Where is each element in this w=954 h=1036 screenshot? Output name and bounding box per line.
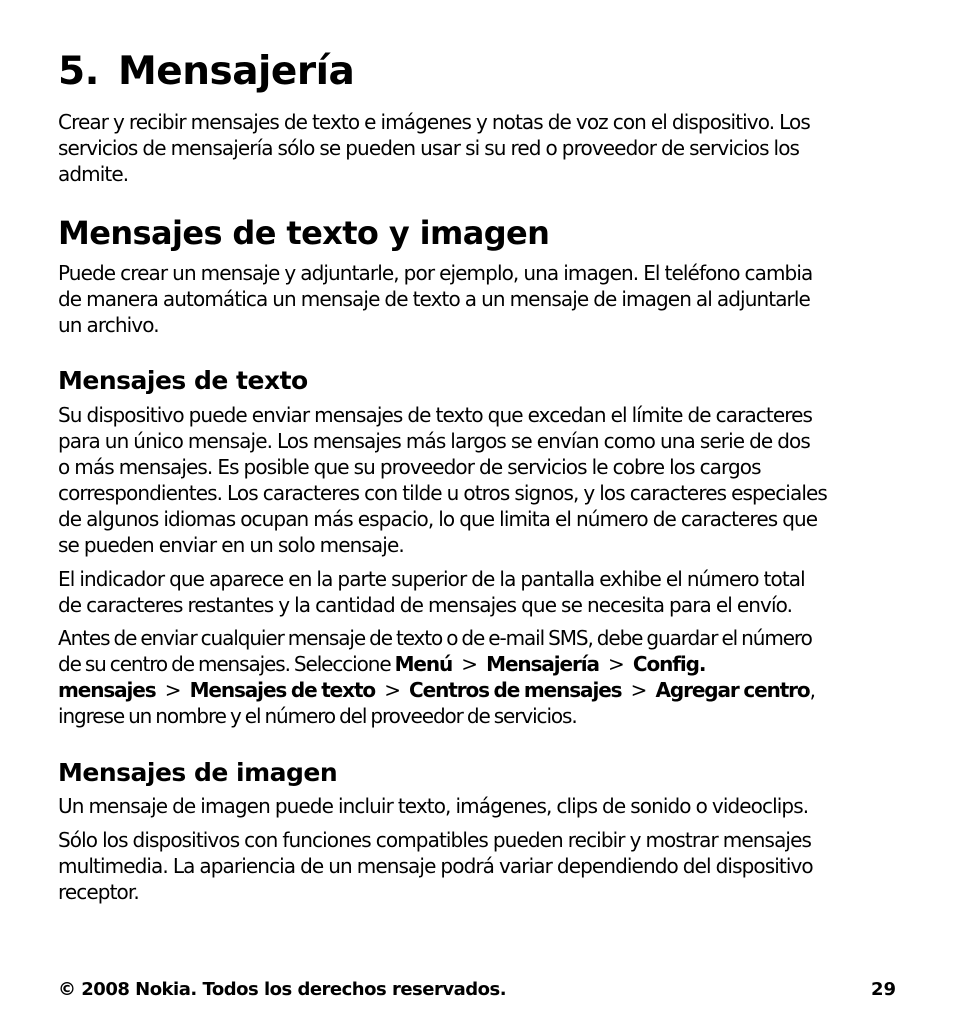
menu-path-mensajes-de-texto: Mensajes de texto (189, 678, 376, 702)
paragraph-line: un archivo. (58, 313, 159, 337)
menu-path-menu: Menú (394, 652, 453, 676)
paragraph-line: de manera automática un mensaje de texto a un mensaje de imagen al adjuntarle (58, 287, 810, 311)
menu-path-config: Config. (632, 652, 706, 676)
paragraph-line: Su dispositivo puede enviar mensajes de texto que excedan el límite de caracteres (58, 403, 813, 427)
intro-paragraph (58, 109, 900, 187)
intro-line: admite. (58, 162, 129, 186)
instruction-text: de su centro de mensajes. Seleccione (58, 652, 395, 676)
path-separator: > (164, 678, 181, 702)
menu-path-config-cont: mensajes (58, 678, 156, 702)
paragraph-line: Sólo los dispositivos con funciones compatibles pueden recibir y mostrar mensajes (58, 828, 812, 852)
paragraph-line: de caracteres restantes y la cantidad de mensajes que se necesita para el envío. (58, 593, 793, 617)
punctuation: , (809, 678, 815, 702)
paragraph-line: correspondientes. Los caracteres con tilde u otros signos, y los caracteres especiales (58, 481, 827, 505)
paragraph-line: El indicador que aparece en la parte superior de la pantalla exhibe el número total (58, 567, 805, 591)
path-separator: > (608, 652, 624, 676)
section-heading-text: Mensajes de texto (58, 366, 308, 395)
chapter-title (58, 46, 354, 98)
text-paragraph-2 (58, 566, 900, 618)
intro-line: servicios de mensajería sólo se pueden usar si su red o proveedor de servicios los (58, 136, 800, 160)
menu-path-centros: Centros de mensajes (409, 678, 622, 702)
chapter-number: 5. (58, 49, 99, 94)
footer-copyright: © 2008 Nokia. Todos los derechos reservados. (58, 979, 507, 1000)
menu-path-mensajeria: Mensajería (486, 652, 599, 676)
paragraph-line: receptor. (58, 880, 139, 904)
image-paragraph-1 (58, 793, 900, 819)
paragraph-line: de algunos idiomas ocupan más espacio, lo que limita el número de caracteres que (58, 507, 818, 531)
paragraph-line: Un mensaje de imagen puede incluir texto, imágenes, clips de sonido o videoclips. (58, 794, 809, 818)
paragraph-line: ingrese un nombre y el número del proveedor de servicios. (58, 704, 577, 728)
paragraph-line: multimedia. La apariencia de un mensaje podrá variar dependiendo del dispositivo (58, 854, 813, 878)
paragraph-line (58, 651, 900, 677)
paragraph-line: Puede crear un mensaje y adjuntarle, por ejemplo, una imagen. El teléfono cambia (58, 261, 813, 285)
intro-line: Crear y recibir mensajes de texto e imágenes y notas de voz con el dispositivo. Los (58, 110, 810, 134)
paragraph-line: se pueden enviar en un solo mensaje. (58, 533, 404, 557)
chapter-title-text: Mensajería (118, 49, 355, 94)
paragraph-line: para un único mensaje. Los mensajes más largos se envían como una serie de dos (58, 429, 810, 453)
paragraph-line (58, 677, 900, 703)
section-heading-image: Mensajes de imagen (58, 758, 338, 787)
paragraph-line: o más mensajes. Es posible que su proveedor de servicios le cobre los cargos (58, 455, 761, 479)
path-separator: > (461, 652, 477, 676)
path-separator: > (384, 678, 400, 702)
path-separator: > (630, 678, 647, 702)
text-image-paragraph (58, 260, 900, 338)
text-paragraph-3 (58, 625, 900, 729)
paragraph-line: Antes de enviar cualquier mensaje de texto o de e-mail SMS, debe guardar el número (58, 626, 812, 650)
menu-path-agregar: Agregar centro (655, 678, 810, 702)
section-heading-text-image: Mensajes de texto y imagen (58, 214, 550, 252)
page-number: 29 (870, 979, 896, 1000)
text-paragraph-1 (58, 402, 900, 558)
image-paragraph-2 (58, 827, 900, 905)
